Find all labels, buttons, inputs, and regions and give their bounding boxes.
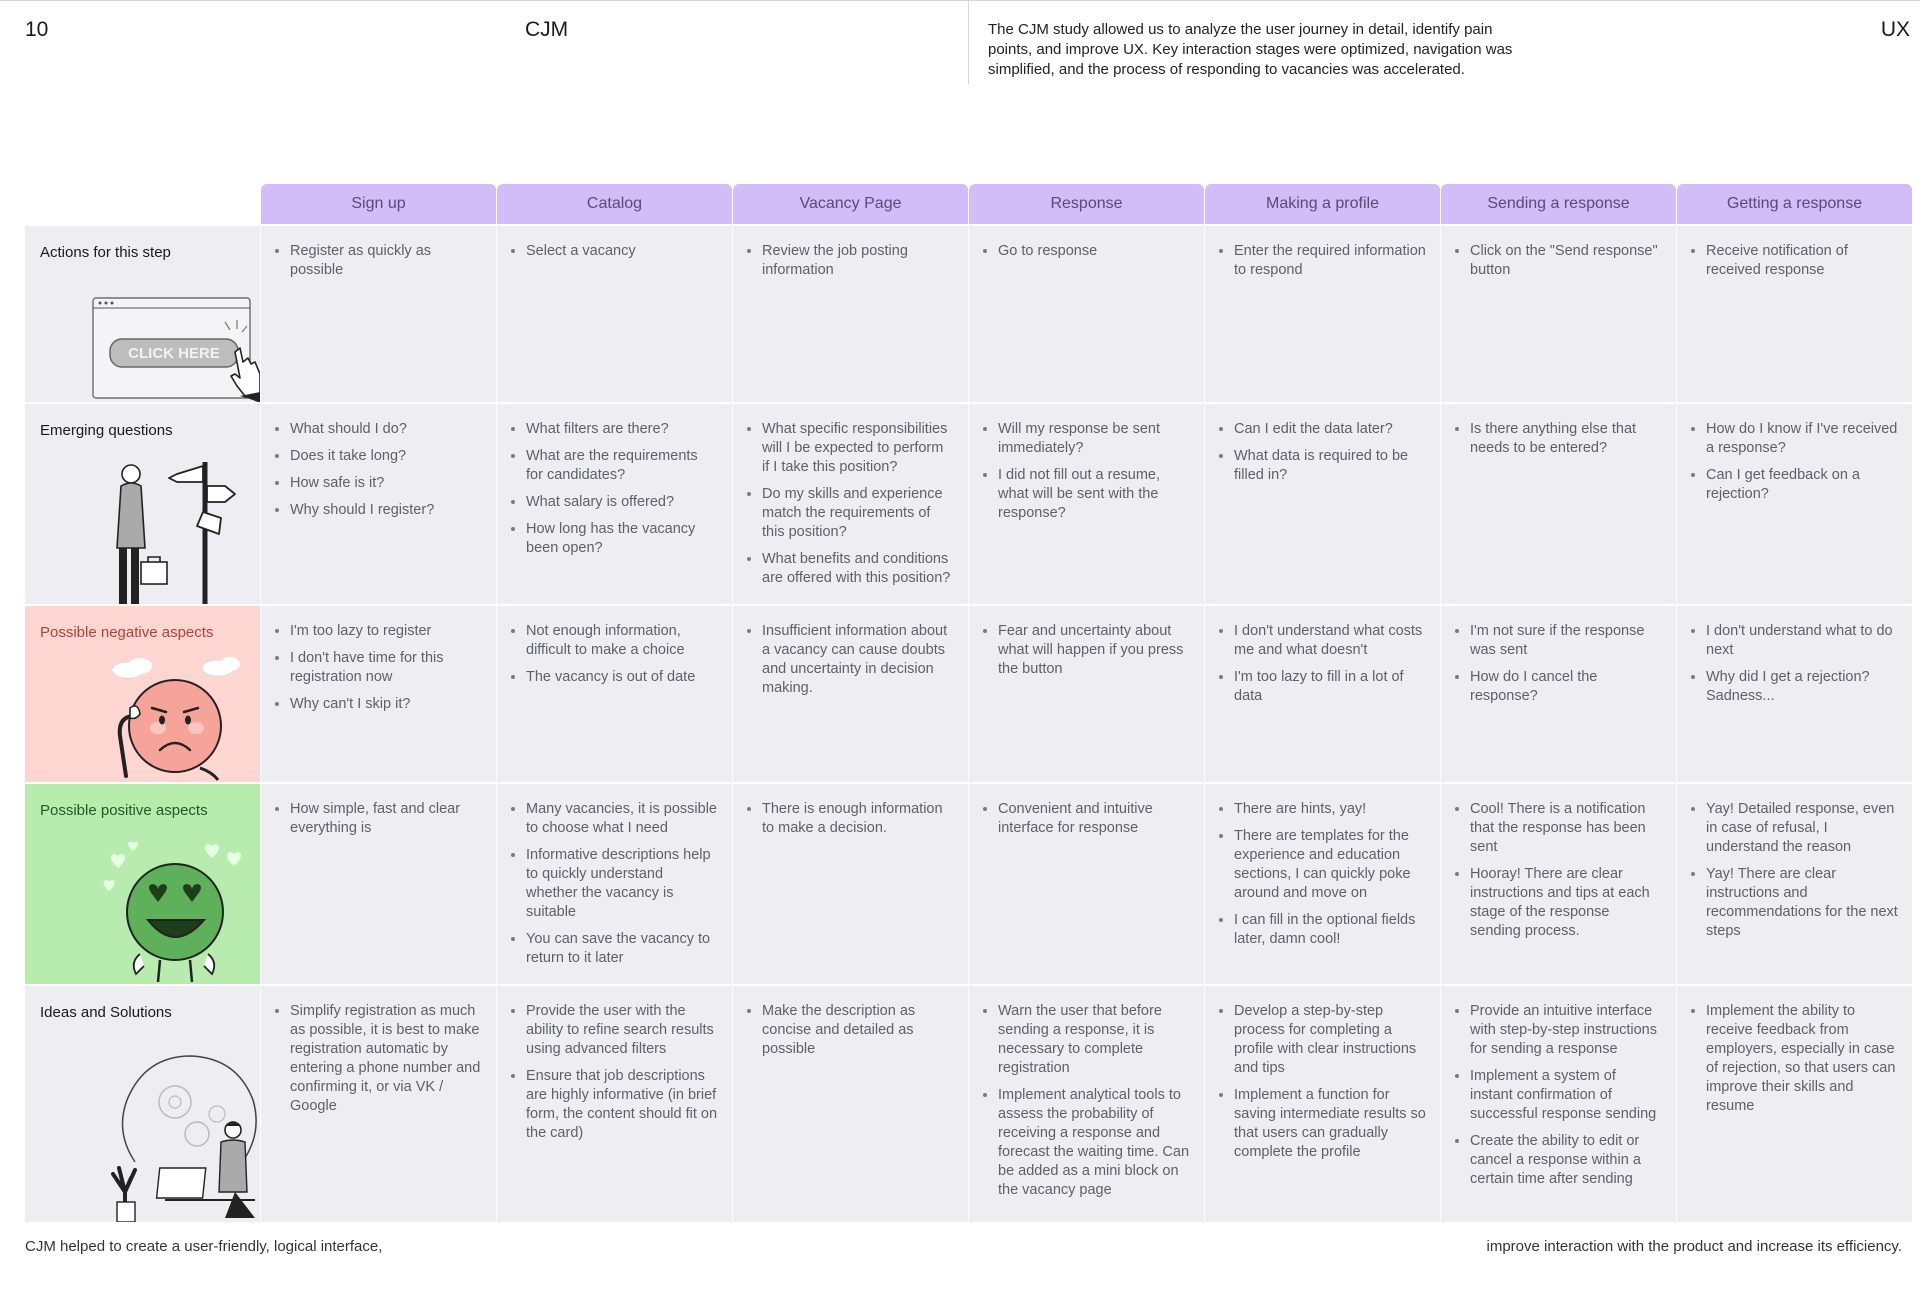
header-divider — [968, 0, 969, 84]
love-face-illustration — [100, 842, 250, 984]
list-item: • I did not fill out a resume, what will be sent with the response? — [998, 466, 1190, 523]
top-divider — [0, 0, 1920, 1]
signpost-person-illustration — [105, 452, 245, 604]
list-item: • What benefits and conditions are offered with this position? — [762, 550, 954, 588]
list-item: • Yay! Detailed response, even in case of refusal, I understand the reason — [1706, 800, 1898, 857]
list-item: • Ensure that job descriptions are highly informative (in brief form, the content should fit on the card) — [526, 1067, 718, 1143]
cell-actions-getting-response — [1677, 226, 1912, 402]
list-item: • What salary is offered? — [526, 493, 718, 512]
cell-positive-response — [969, 784, 1204, 984]
list-item: • Go to response — [998, 242, 1190, 261]
list-item: • Review the job posting information — [762, 242, 954, 280]
list-item: • Will my response be sent immediately? — [998, 420, 1190, 458]
cell-negative-vacancy-page — [733, 606, 968, 782]
list-item: • Warn the user that before sending a response, it is necessary to complete registration — [998, 1002, 1190, 1078]
list-item: • There are hints, yay! — [1234, 800, 1426, 819]
list-item: • I don't have time for this registration now — [290, 649, 482, 687]
list-item: • I'm too lazy to fill in a lot of data — [1234, 668, 1426, 706]
list-item: • I'm not sure if the response was sent — [1470, 622, 1662, 660]
list-item: • Cool! There is a notification that the response has been sent — [1470, 800, 1662, 857]
stage-header-getting-a-response: Getting a response — [1677, 184, 1912, 224]
list-item: • Receive notification of received response — [1706, 242, 1898, 280]
list-item: • You can save the vacancy to return to it later — [526, 930, 718, 968]
stage-header-catalog: Catalog — [497, 184, 732, 224]
list-item: • The vacancy is out of date — [526, 668, 718, 687]
list-item: • Develop a step-by-step process for completing a profile with clear instructions and tips — [1234, 1002, 1426, 1078]
list-item: • Provide an intuitive interface with step-by-step instructions for sending a response — [1470, 1002, 1662, 1059]
cell-ideas-sending-response — [1441, 986, 1676, 1222]
cell-actions-vacancy-page — [733, 226, 968, 402]
sad-face-illustration — [100, 656, 250, 782]
cell-questions-getting-response — [1677, 404, 1912, 604]
list-item: • Why should I register? — [290, 501, 482, 520]
list-item: • How simple, fast and clear everything is — [290, 800, 482, 838]
cell-positive-catalog — [497, 784, 732, 984]
list-item: • How do I know if I've received a response? — [1706, 420, 1898, 458]
cell-ideas-catalog — [497, 986, 732, 1222]
cell-negative-sending-response — [1441, 606, 1676, 782]
cell-ideas-getting-response — [1677, 986, 1912, 1222]
list-item: • What should I do? — [290, 420, 482, 439]
cell-questions-sign-up — [261, 404, 496, 604]
cell-positive-vacancy-page — [733, 784, 968, 984]
list-item: • Select a vacancy — [526, 242, 718, 261]
row-label: Actions for this step — [40, 244, 171, 261]
cell-positive-making-profile — [1205, 784, 1440, 984]
cell-questions-response — [969, 404, 1204, 604]
list-item: • Fear and uncertainty about what will happen if you press the button — [998, 622, 1190, 679]
cell-actions-sign-up — [261, 226, 496, 402]
list-item: • Hooray! There are clear instructions and tips at each stage of the response sending process. — [1470, 865, 1662, 941]
svg-text:CLICK HERE: CLICK HERE — [128, 345, 220, 362]
list-item: • What filters are there? — [526, 420, 718, 439]
list-item: • I can fill in the optional fields later, damn cool! — [1234, 911, 1426, 949]
list-item: • Is there anything else that needs to be entered? — [1470, 420, 1662, 458]
row-header-ideas — [25, 986, 260, 1222]
cell-questions-vacancy-page — [733, 404, 968, 604]
list-item: • Convenient and intuitive interface for response — [998, 800, 1190, 838]
list-item: • Can I get feedback on a rejection? — [1706, 466, 1898, 504]
list-item: • Informative descriptions help to quickly understand whether the vacancy is suitable — [526, 846, 718, 922]
cell-questions-catalog — [497, 404, 732, 604]
stage-header-vacancy-page: Vacancy Page — [733, 184, 968, 224]
lightbulb-worker-illustration — [105, 1042, 260, 1222]
cell-positive-sign-up — [261, 784, 496, 984]
row-label: Possible negative aspects — [40, 624, 214, 641]
stage-header-making-a-profile: Making a profile — [1205, 184, 1440, 224]
cell-ideas-sign-up — [261, 986, 496, 1222]
list-item: • Register as quickly as possible — [290, 242, 482, 280]
cell-positive-getting-response — [1677, 784, 1912, 984]
list-item: • Simplify registration as much as possible, it is best to make registration automatic by entering a phone number and confirming it, or via VK / Google — [290, 1002, 482, 1116]
cell-negative-getting-response — [1677, 606, 1912, 782]
cell-ideas-making-profile — [1205, 986, 1440, 1222]
list-item: • How safe is it? — [290, 474, 482, 493]
cell-ideas-vacancy-page — [733, 986, 968, 1222]
row-header-questions — [25, 404, 260, 604]
row-header-negative — [25, 606, 260, 782]
list-item: • Implement a function for saving intermediate results so that users can gradually complete the profile — [1234, 1086, 1426, 1162]
list-item: • Insufficient information about a vacancy can cause doubts and uncertainty in decision making. — [762, 622, 954, 698]
list-item: • Does it take long? — [290, 447, 482, 466]
cjm-table — [25, 184, 1912, 1222]
list-item: • I don't understand what to do next — [1706, 622, 1898, 660]
cell-positive-sending-response — [1441, 784, 1676, 984]
list-item: • There are templates for the experience and education sections, I can quickly poke around and move on — [1234, 827, 1426, 903]
cell-actions-response — [969, 226, 1204, 402]
list-item: • Yay! There are clear instructions and recommendations for the next steps — [1706, 865, 1898, 941]
click-here-illustration — [85, 296, 260, 402]
cell-negative-sign-up — [261, 606, 496, 782]
cell-negative-catalog — [497, 606, 732, 782]
stage-header-sign-up: Sign up — [261, 184, 496, 224]
cell-questions-sending-response — [1441, 404, 1676, 604]
list-item: • Make the description as concise and detailed as possible — [762, 1002, 954, 1059]
list-item: • Create the ability to edit or cancel a response within a certain time after sending — [1470, 1132, 1662, 1189]
section-tag: UX — [1880, 18, 1910, 41]
list-item: • What data is required to be filled in? — [1234, 447, 1426, 485]
cell-questions-making-profile — [1205, 404, 1440, 604]
list-item: • Provide the user with the ability to refine search results using advanced filters — [526, 1002, 718, 1059]
list-item: • Why can't I skip it? — [290, 695, 482, 714]
list-item: • What specific responsibilities will I be expected to perform if I take this position? — [762, 420, 954, 477]
cell-actions-making-profile — [1205, 226, 1440, 402]
list-item: • Implement analytical tools to assess the probability of receiving a response and forecast the waiting time. Can be added as a mini block on the vacancy page — [998, 1086, 1190, 1200]
row-label: Ideas and Solutions — [40, 1004, 172, 1021]
list-item: • How do I cancel the response? — [1470, 668, 1662, 706]
list-item: • Not enough information, difficult to make a choice — [526, 622, 718, 660]
list-item: • Implement the ability to receive feedback from employers, especially in case of rejection, so that users can improve their skills and resume — [1706, 1002, 1898, 1116]
row-label: Emerging questions — [40, 422, 173, 439]
table-corner — [25, 184, 260, 224]
list-item: • Many vacancies, it is possible to choose what I need — [526, 800, 718, 838]
row-header-positive — [25, 784, 260, 984]
list-item: • Implement a system of instant confirmation of successful response sending — [1470, 1067, 1662, 1124]
cell-negative-response — [969, 606, 1204, 782]
stage-header-sending-a-response: Sending a response — [1441, 184, 1676, 224]
list-item: • Click on the "Send response" button — [1470, 242, 1662, 280]
cell-actions-catalog — [497, 226, 732, 402]
cell-actions-sending-response — [1441, 226, 1676, 402]
footer-right-text: improve interaction with the product and increase its efficiency. — [1486, 1238, 1902, 1255]
list-item: • How long has the vacancy been open? — [526, 520, 718, 558]
list-item: • Enter the required information to respond — [1234, 242, 1426, 280]
page-title: CJM — [525, 18, 569, 41]
list-item: • I don't understand what costs me and what doesn't — [1234, 622, 1426, 660]
list-item: • Do my skills and experience match the requirements of this position? — [762, 485, 954, 542]
row-header-actions — [25, 226, 260, 402]
list-item: • Why did I get a rejection? Sadness... — [1706, 668, 1898, 706]
page-description: The CJM study allowed us to analyze the user journey in detail, identify pain points, and improve UX. Key interaction stages were optimized, navigation was simplified, and the process of responding to vacancies was accelerated. — [988, 21, 1513, 78]
cell-negative-making-profile — [1205, 606, 1440, 782]
list-item: • What are the requirements for candidates? — [526, 447, 718, 485]
page-number: 10 — [25, 18, 49, 41]
cell-ideas-response — [969, 986, 1204, 1222]
list-item: • Can I edit the data later? — [1234, 420, 1426, 439]
list-item: • I'm too lazy to register — [290, 622, 482, 641]
list-item: • There is enough information to make a decision. — [762, 800, 954, 838]
stage-header-response: Response — [969, 184, 1204, 224]
row-label: Possible positive aspects — [40, 802, 208, 819]
footer-left-text: CJM helped to create a user-friendly, logical interface, — [25, 1238, 383, 1255]
